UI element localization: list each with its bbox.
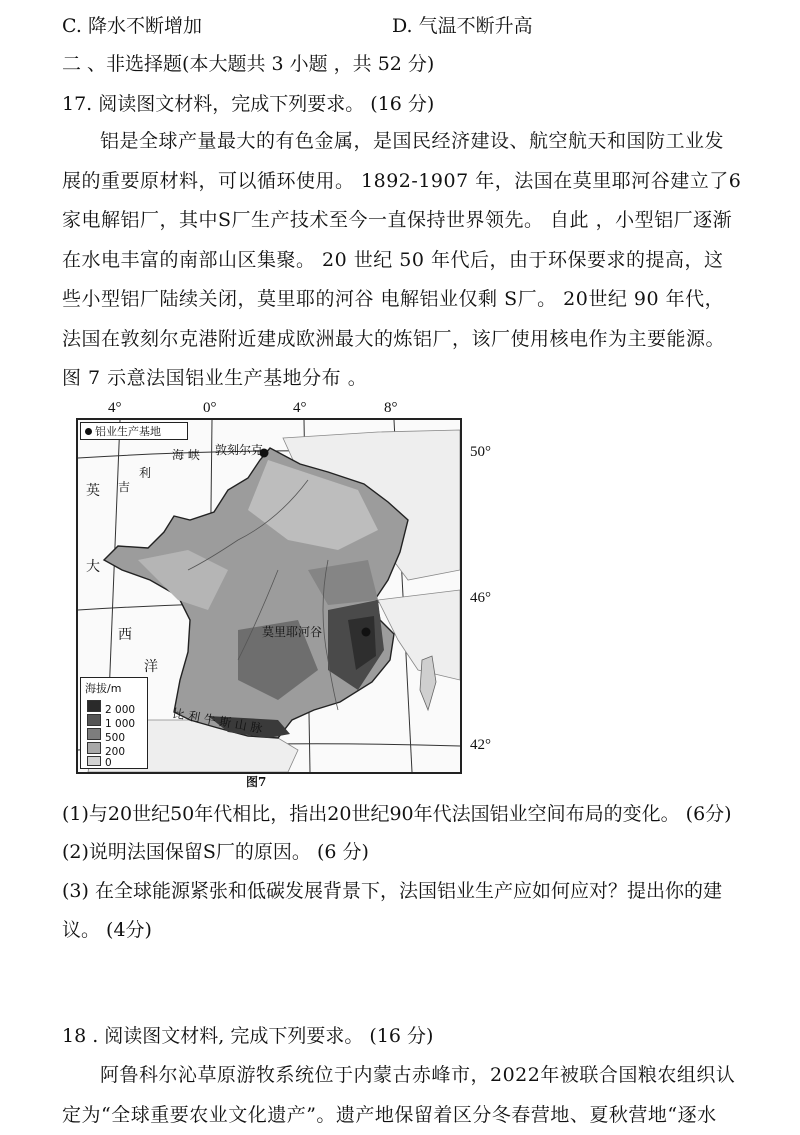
q17-sub-question: 议。 (4分): [62, 918, 152, 942]
altitude-label: 0: [105, 757, 112, 769]
q17-line: 展的重要原材料，可以循环使用。 1892-1907 年，法国在莫里耶河谷建立了6: [62, 162, 752, 202]
figure-caption: 图7: [246, 773, 266, 790]
option-d: D. 气温不断升高: [392, 14, 533, 38]
lat-label: 46°: [470, 590, 491, 607]
lon-label: 0°: [203, 400, 217, 417]
altitude-label: 500: [105, 732, 125, 744]
q17-title: 17. 阅读图文材料，完成下列要求。 (16 分): [62, 92, 434, 116]
q17-sub-question: (1)与20世纪50年代相比，指出20世纪90年代法国铝业空间布局的变化。 (6分): [62, 802, 732, 826]
base-legend: [80, 422, 188, 440]
lat-label: 50°: [470, 444, 491, 461]
q17-material: [62, 122, 752, 399]
place-ocean: 洋: [144, 656, 158, 676]
altitude-title: 海拔/m: [85, 680, 121, 696]
place-valley: 莫里耶河谷: [262, 623, 322, 640]
altitude-swatch: [87, 714, 101, 726]
place-uk: 英: [86, 480, 100, 500]
q17-line: 家电解铝厂，其中S厂生产技术至今一直保持世界领先。 自此 ，小型铝厂逐渐: [62, 201, 752, 241]
altitude-legend: [80, 677, 148, 769]
lon-label: 4°: [293, 400, 307, 417]
q18-line: 定为“全球重要农业文化遗产”。遗产地保留着区分冬春营地、夏秋营地“逐水: [62, 1096, 752, 1135]
lon-label: 4°: [108, 400, 122, 417]
q17-sub-question: (2)说明法国保留S厂的原因。 (6 分): [62, 840, 369, 864]
option-c: C. 降水不断增加: [62, 14, 202, 38]
q17-line: 图 7 示意法国铝业生产基地分布 。: [62, 359, 752, 399]
place-uk: 吉: [118, 478, 130, 495]
base-marker-icon: [85, 428, 92, 435]
altitude-swatch: [87, 728, 101, 740]
altitude-label: 200: [105, 746, 125, 758]
q17-line: 些小型铝厂陆续关闭，莫里耶的河谷 电解铝业仅剩 S厂。 20世纪 90 年代，: [62, 280, 752, 320]
place-ocean: 西: [118, 624, 132, 644]
altitude-swatch: [87, 700, 101, 712]
altitude-swatch: [87, 742, 101, 754]
base-legend-label: 铝业生产基地: [95, 425, 161, 438]
q18-line: 阿鲁科尔沁草原游牧系统位于内蒙古赤峰市，2022年被联合国粮农组织认: [62, 1056, 752, 1096]
q17-line: 铝是全球产量最大的有色金属，是国民经济建设、航空航天和国防工业发: [62, 122, 752, 162]
altitude-label: 2 000: [105, 704, 135, 716]
lat-label: 42°: [470, 737, 491, 754]
q18-title: 18 . 阅读图文材料, 完成下列要求。 (16 分): [62, 1024, 433, 1048]
altitude-swatch: [87, 756, 101, 766]
section-heading: 二 、非选择题(本大题共 3 小题 ，共 52 分): [62, 52, 434, 76]
q17-line: 法国在敦刻尔克港附近建成欧洲最大的炼铝厂，该厂使用核电作为主要能源。: [62, 320, 752, 360]
lon-label: 8°: [384, 400, 398, 417]
place-dunkirk: 敦刻尔克: [215, 441, 263, 458]
altitude-label: 1 000: [105, 718, 135, 730]
place-ocean: 大: [86, 556, 100, 576]
q17-line: 在水电丰富的南部山区集聚。 20 世纪 50 年代后，由于环保要求的提高，这: [62, 241, 752, 281]
q18-material: [62, 1056, 752, 1135]
place-pyrenees: 比 利 牛 斯 山 脉: [171, 704, 264, 737]
place-strait: 海 峡: [172, 446, 200, 463]
q17-sub-question: (3) 在全球能源紧张和低碳发展背景下，法国铝业生产应如何应对？提出你的建: [62, 879, 722, 903]
place-uk: 利: [139, 464, 151, 481]
